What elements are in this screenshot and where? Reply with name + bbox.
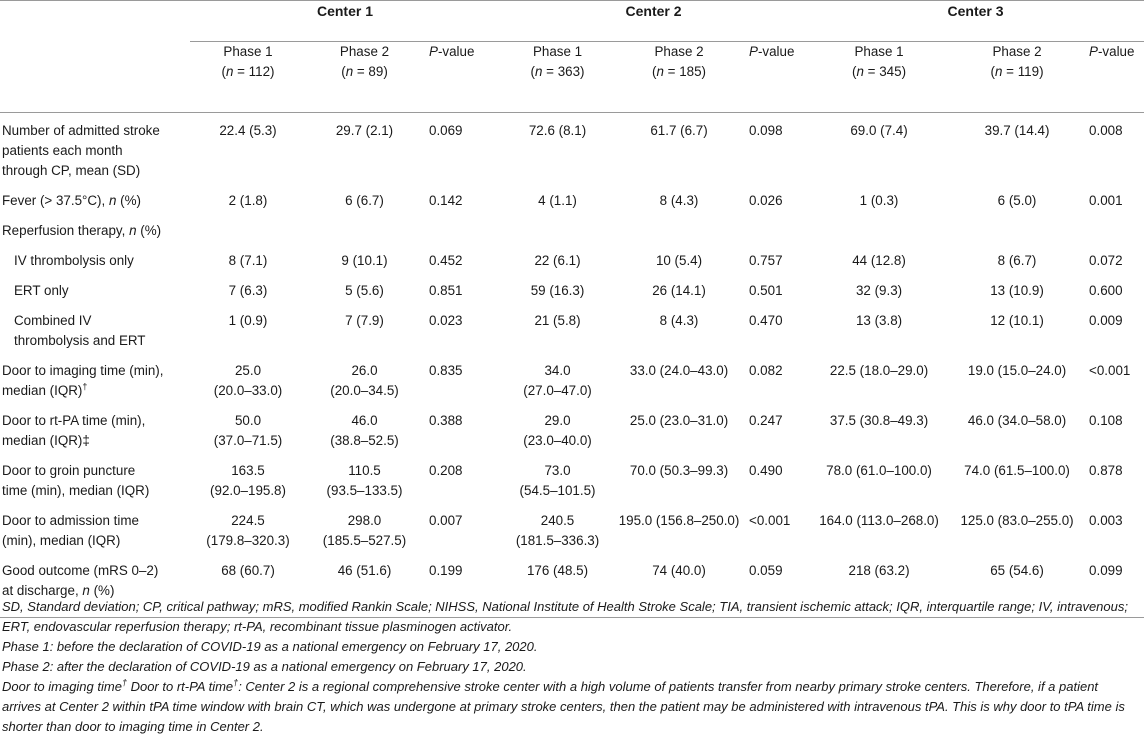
- value-cell: 8 (4.3): [659, 193, 699, 208]
- table-row: [0, 303, 1144, 353]
- c2-phase1-header: Phase 1 (n = 363): [500, 42, 615, 113]
- table-row: [0, 113, 1144, 184]
- table-row: [0, 353, 1144, 403]
- value-cell: 9 (10.1): [341, 253, 388, 268]
- p-value-cell: <0.001: [749, 513, 791, 528]
- value-cell: 298.0 (185.5–527.5): [322, 513, 407, 548]
- p-value-cell: 0.008: [1089, 123, 1123, 138]
- value-cell: 46.0 (34.0–58.0): [967, 413, 1067, 428]
- c3-phase1-header: Phase 1 (n = 345): [807, 42, 951, 113]
- value-cell: 74 (40.0): [615, 553, 743, 618]
- value-cell: 218 (63.2): [807, 553, 951, 618]
- value-cell: 25.0 (20.0–33.0): [213, 363, 283, 398]
- value-cell: 46 (51.6): [306, 553, 423, 618]
- table-row: [0, 503, 1144, 553]
- value-cell: 29.0 (23.0–40.0): [523, 413, 592, 448]
- p-value-cell: 0.851: [429, 283, 463, 298]
- row-label: Combined IV thrombolysis and ERT: [14, 313, 146, 348]
- value-cell: 70.0 (50.3–99.3): [629, 463, 729, 478]
- value-cell: 73.0 (54.5–101.5): [519, 463, 596, 498]
- row-label: ERT only: [14, 283, 69, 298]
- value-cell: 176 (48.5): [500, 553, 615, 618]
- p-value-cell: 0.007: [429, 513, 463, 528]
- value-cell: 29.7 (2.1): [335, 123, 394, 138]
- value-cell: 8 (7.1): [228, 253, 268, 268]
- row-label: Good outcome (mRS 0–2) at discharge, n (%): [0, 553, 190, 618]
- p-value-cell: 0.023: [429, 313, 463, 328]
- value-cell: 68 (60.7): [190, 553, 306, 618]
- p-value-cell: 0.501: [749, 283, 783, 298]
- p-value-cell: 0.835: [429, 363, 463, 378]
- p-value-cell: 0.026: [749, 193, 783, 208]
- value-cell: 69.0 (7.4): [850, 123, 908, 138]
- phase1-note: Phase 1: before the declaration of COVID-19 as a national emergency on February 17, 2020.: [2, 639, 538, 654]
- value-cell: 61.7 (6.7): [650, 123, 708, 138]
- c1-phase2-header: Phase 2 (n = 89): [306, 42, 423, 113]
- p-value-cell: 0.142: [429, 193, 463, 208]
- row-label: IV thrombolysis only: [14, 253, 134, 268]
- value-cell: 2 (1.8): [228, 193, 268, 208]
- value-cell: 1 (0.9): [228, 313, 268, 328]
- center-2-header: Center 2: [500, 1, 807, 42]
- p-value-cell: 0.208: [429, 463, 463, 478]
- value-cell: 164.0 (113.0–268.0): [819, 513, 939, 528]
- row-label: Fever (> 37.5°C), n (%): [2, 193, 141, 208]
- value-cell: 12 (10.1): [990, 313, 1044, 328]
- table-row: [0, 243, 1144, 273]
- row-label: Door to imaging time (min), median (IQR)†: [2, 363, 164, 398]
- value-cell: 125.0 (83.0–255.0): [960, 513, 1074, 528]
- value-cell: 33.0 (24.0–43.0): [629, 363, 729, 378]
- value-cell: 7 (7.9): [345, 313, 384, 328]
- value-cell: 72.6 (8.1): [528, 123, 587, 138]
- value-cell: 34.0 (27.0–47.0): [523, 363, 592, 398]
- value-cell: 59 (16.3): [530, 283, 585, 298]
- p-value-cell: 0.009: [1089, 313, 1123, 328]
- p-value-cell: 0.452: [429, 253, 463, 268]
- p-value-cell: <0.001: [1089, 363, 1131, 378]
- value-cell: 22 (6.1): [534, 253, 581, 268]
- value-cell: 163.5 (92.0–195.8): [210, 463, 286, 498]
- value-cell: 21 (5.8): [534, 313, 581, 328]
- row-label: Door to groin puncture time (min), median (IQR): [2, 463, 150, 498]
- row-label: Reperfusion therapy, n (%): [2, 223, 162, 238]
- value-cell: 26.0 (20.0–34.5): [330, 363, 399, 398]
- phase-header-row: [0, 42, 1144, 113]
- p-value-cell: 0.247: [749, 413, 783, 428]
- c2-pvalue-header: P-value: [743, 42, 807, 113]
- c2-phase2-header: Phase 2 (n = 185): [615, 42, 743, 113]
- p-value-cell: 0.757: [749, 253, 783, 268]
- value-cell: 78.0 (61.0–100.0): [826, 463, 932, 478]
- value-cell: 195.0 (156.8–250.0): [618, 513, 740, 528]
- value-cell: 74.0 (61.5–100.0): [964, 463, 1070, 478]
- c1-pvalue-header: P-value: [423, 42, 500, 113]
- abbreviation-note: SD, Standard deviation; CP, critical pathway; mRS, modified Rankin Scale; NIHSS, National Institute of Health Stroke Scale; TIA, transient ischemic attack; IQR, interquartile range; IV, intravenous; ERT, endovascular reperfusion therapy; rt-PA, recombinant tissue plasminogen activator.: [2, 599, 1128, 634]
- c1-phase1-header: Phase 1 (n = 112): [190, 42, 306, 113]
- p-value-cell: 0.069: [429, 123, 463, 138]
- table-row: [0, 213, 1144, 243]
- c3-phase2-header: Phase 2 (n = 119): [951, 42, 1083, 113]
- p-value-cell: 0.108: [1089, 413, 1123, 428]
- p-value-cell: 0.099: [1083, 553, 1144, 618]
- c3-pvalue-header: P-value: [1083, 42, 1144, 113]
- value-cell: 22.4 (5.3): [219, 123, 277, 138]
- value-cell: 224.5 (179.8–320.3): [206, 513, 290, 548]
- value-cell: 8 (6.7): [997, 253, 1037, 268]
- value-cell: 44 (12.8): [852, 253, 906, 268]
- value-cell: 13 (10.9): [990, 283, 1044, 298]
- row-label: Door to admission time (min), median (IQR): [2, 513, 139, 548]
- center-header-row: [0, 1, 1144, 42]
- value-cell: 39.7 (14.4): [984, 123, 1050, 138]
- p-value-cell: 0.082: [749, 363, 783, 378]
- center-1-header: Center 1: [190, 1, 500, 42]
- value-cell: 1 (0.3): [859, 193, 899, 208]
- p-value-cell: 0.059: [743, 553, 807, 618]
- value-cell: 19.0 (15.0–24.0): [967, 363, 1067, 378]
- value-cell: 240.5 (181.5–336.3): [515, 513, 600, 548]
- value-cell: 7 (6.3): [228, 283, 268, 298]
- center-3-header: Center 3: [807, 1, 1144, 42]
- p-value-cell: 0.600: [1089, 283, 1123, 298]
- p-value-cell: 0.388: [429, 413, 463, 428]
- value-cell: 4 (1.1): [538, 193, 577, 208]
- p-value-cell: 0.003: [1089, 513, 1123, 528]
- value-cell: 26 (14.1): [652, 283, 706, 298]
- value-cell: 25.0 (23.0–31.0): [629, 413, 729, 428]
- value-cell: 8 (4.3): [659, 313, 699, 328]
- value-cell: 37.5 (30.8–49.3): [829, 413, 929, 428]
- value-cell: 50.0 (37.0–71.5): [213, 413, 283, 448]
- phase2-note: Phase 2: after the declaration of COVID-19 as a national emergency on February 17, 2020.: [2, 659, 527, 674]
- row-label: Number of admitted stroke patients each month through CP, mean (SD): [2, 123, 160, 178]
- table-row: [0, 273, 1144, 303]
- value-cell: 46.0 (38.8–52.5): [330, 413, 399, 448]
- value-cell: 6 (5.0): [997, 193, 1037, 208]
- door-time-note: Door to imaging time† Door to rt-PA time†: Center 2 is a regional comprehensive stroke center with a high volume of patients transfer from nearby primary stroke centers. Therefore, if a patient arrives at Center 2 within tPA time window with brain CT, which was undergone at primary stroke centers, then the patient may be administered with intravenous tPA. This is why door to tPA time is shorter than door to imaging time in Center 2.: [2, 677, 1125, 734]
- value-cell: 13 (3.8): [855, 313, 903, 328]
- value-cell: 5 (5.6): [345, 283, 384, 298]
- table-row: [0, 453, 1144, 503]
- row-label: Door to rt-PA time (min), median (IQR)‡: [2, 413, 146, 448]
- p-value-cell: 0.878: [1089, 463, 1123, 478]
- p-value-cell: 0.098: [749, 123, 783, 138]
- p-value-cell: 0.490: [749, 463, 783, 478]
- value-cell: 32 (9.3): [855, 283, 903, 298]
- p-value-cell: 0.470: [749, 313, 783, 328]
- value-cell: 110.5 (93.5–133.5): [326, 463, 403, 498]
- value-cell: 22.5 (18.0–29.0): [829, 363, 929, 378]
- value-cell: 6 (6.7): [345, 193, 384, 208]
- p-value-cell: 0.072: [1089, 253, 1123, 268]
- value-cell: 65 (54.6): [951, 553, 1083, 618]
- p-value-cell: 0.199: [423, 553, 500, 618]
- table-row: [0, 403, 1144, 453]
- p-value-cell: 0.001: [1089, 193, 1123, 208]
- value-cell: 10 (5.4): [655, 253, 703, 268]
- table-row: [0, 183, 1144, 213]
- table-footnotes: [2, 597, 1132, 737]
